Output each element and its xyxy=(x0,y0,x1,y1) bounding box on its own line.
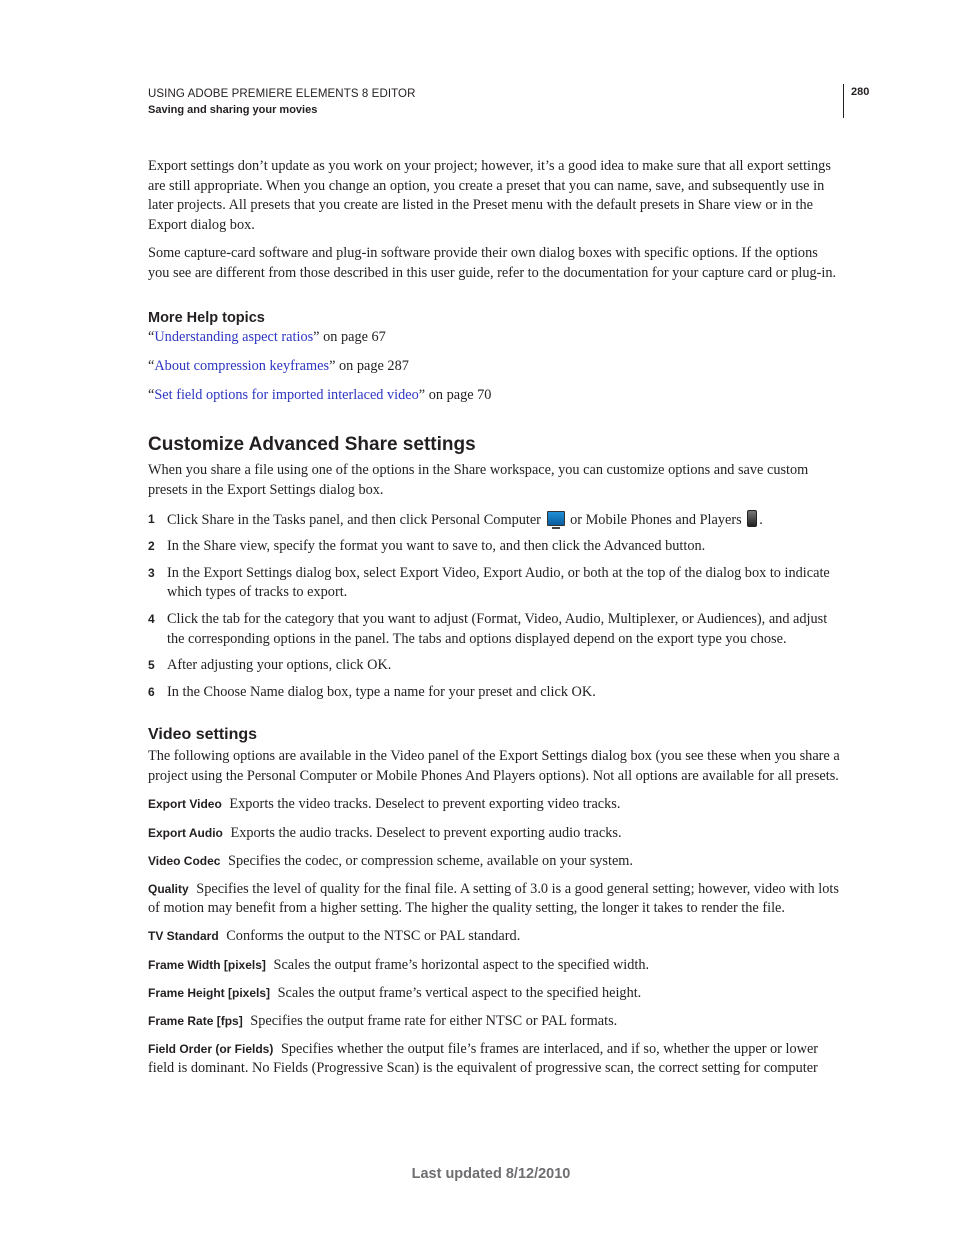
definition-term: TV Standard xyxy=(148,929,219,944)
definition-term: Export Video xyxy=(148,797,222,812)
help-link-item: “Understanding aspect ratios” on page 67 xyxy=(148,328,386,345)
link-about-compression-keyframes[interactable]: About compression keyframes xyxy=(154,357,330,374)
step-item: 2 In the Share view, specify the format you want to save to, and then click the Advanced button. xyxy=(148,537,840,557)
step-number: 4 xyxy=(148,611,155,626)
page-number: 280 xyxy=(851,86,870,98)
step-number: 5 xyxy=(148,658,155,673)
definition-term: Field Order (or Fields) xyxy=(148,1041,274,1056)
step-item: 5 After adjusting your options, click OK. xyxy=(148,656,840,676)
video-settings-intro: The following options are available in the Video panel of the Export Settings dialog box (you see these when you share a project using the Personal Computer or Mobile Phones And Players options). Not all options are available for all presets. xyxy=(148,748,840,784)
mobile-phone-icon xyxy=(747,510,757,527)
step-item: 6 In the Choose Name dialog box, type a name for your preset and click OK. xyxy=(148,683,840,703)
definition-term: Quality xyxy=(148,881,189,896)
step-item: 1 Click Share in the Tasks panel, and then click Personal Computer or Mobile Phones and Players . xyxy=(148,511,763,528)
step-number: 2 xyxy=(148,539,155,554)
help-link-item: “About compression keyframes” on page 287 xyxy=(148,357,409,374)
definition-item: Frame Height [pixels] Scales the output frame’s vertical aspect to the specified height. xyxy=(148,984,642,1001)
section-heading: Customize Advanced Share settings xyxy=(148,434,476,456)
definition-item: Export Audio Exports the audio tracks. Deselect to prevent exporting audio tracks. xyxy=(148,824,622,841)
more-help-heading: More Help topics xyxy=(148,309,265,326)
running-header-title: USING ADOBE PREMIERE ELEMENTS 8 EDITOR xyxy=(148,88,416,100)
definition-term: Export Audio xyxy=(148,825,223,840)
step-item: 4 Click the tab for the category that you want to adjust (Format, Video, Audio, Multiplexer, or Audiences), and adjust the corresponding options in the panel. The tabs and options displayed depend on the export type you chose. xyxy=(148,610,828,647)
intro-paragraph-2: Some capture-card software and plug-in software provide their own dialog boxes with specific options. If the options you see are different from those described in this user guide, refer to the documentation for your capture card or plug-in. xyxy=(148,245,837,281)
section-intro: When you share a file using one of the options in the Share workspace, you can customize options and save custom presets in the Export Settings dialog box. xyxy=(148,462,809,498)
definition-term: Frame Height [pixels] xyxy=(148,985,271,1000)
definition-item: Frame Width [pixels] Scales the output frame’s horizontal aspect to the specified width. xyxy=(148,956,650,973)
personal-computer-icon xyxy=(547,511,565,526)
step-number: 6 xyxy=(148,684,155,699)
definition-term: Video Codec xyxy=(148,853,221,868)
definition-item: Field Order (or Fields) Specifies whether the output file’s frames are interlaced, and if so, whether the upper or lower field is dominant. No Fields (Progressive Scan) is the equivalent of progressive scan, the correct setting for computer xyxy=(148,1040,819,1077)
header-divider xyxy=(843,84,844,118)
definition-term: Frame Width [pixels] xyxy=(148,957,266,972)
definition-item: Frame Rate [fps] Specifies the output frame rate for either NTSC or PAL formats. xyxy=(148,1012,618,1029)
step-item: 3 In the Export Settings dialog box, select Export Video, Export Audio, or both at the top of the dialog box to indicate which types of tracks to export. xyxy=(148,564,830,601)
definition-item: Export Video Exports the video tracks. Deselect to prevent exporting video tracks. xyxy=(148,796,621,813)
help-link-item: “Set field options for imported interlaced video” on page 70 xyxy=(148,386,492,403)
definition-item: Quality Specifies the level of quality for the final file. A setting of 3.0 is a good general setting; however, video with lots of motion may benefit from a higher setting. The higher the quality setting, the longer it takes to render the file. xyxy=(148,880,839,917)
footer-last-updated: Last updated 8/12/2010 xyxy=(411,1166,571,1182)
subsection-heading: Video settings xyxy=(148,726,258,744)
running-header-chapter: Saving and sharing your movies xyxy=(148,104,318,116)
steps-list xyxy=(148,510,840,703)
definition-item: TV Standard Conforms the output to the NTSC or PAL standard. xyxy=(148,928,521,945)
definition-item: Video Codec Specifies the codec, or compression scheme, available on your system. xyxy=(148,852,634,869)
page-content xyxy=(148,157,840,1088)
step-number: 1 xyxy=(148,511,155,526)
definition-term: Frame Rate [fps] xyxy=(148,1013,243,1028)
step-number: 3 xyxy=(148,565,155,580)
link-set-field-options[interactable]: Set field options for imported interlaced video xyxy=(154,386,419,403)
intro-paragraph-1: Export settings don’t update as you work on your project; however, it’s a good idea to make sure that all export settings are still appropriate. When you change an option, you create a preset that you can name, save, and subsequently use in later projects. All presets that you create are listed in the Preset menu with the default presets in Share view or in the Export dialog box. xyxy=(148,158,831,233)
link-understanding-aspect-ratios[interactable]: Understanding aspect ratios xyxy=(154,328,314,345)
